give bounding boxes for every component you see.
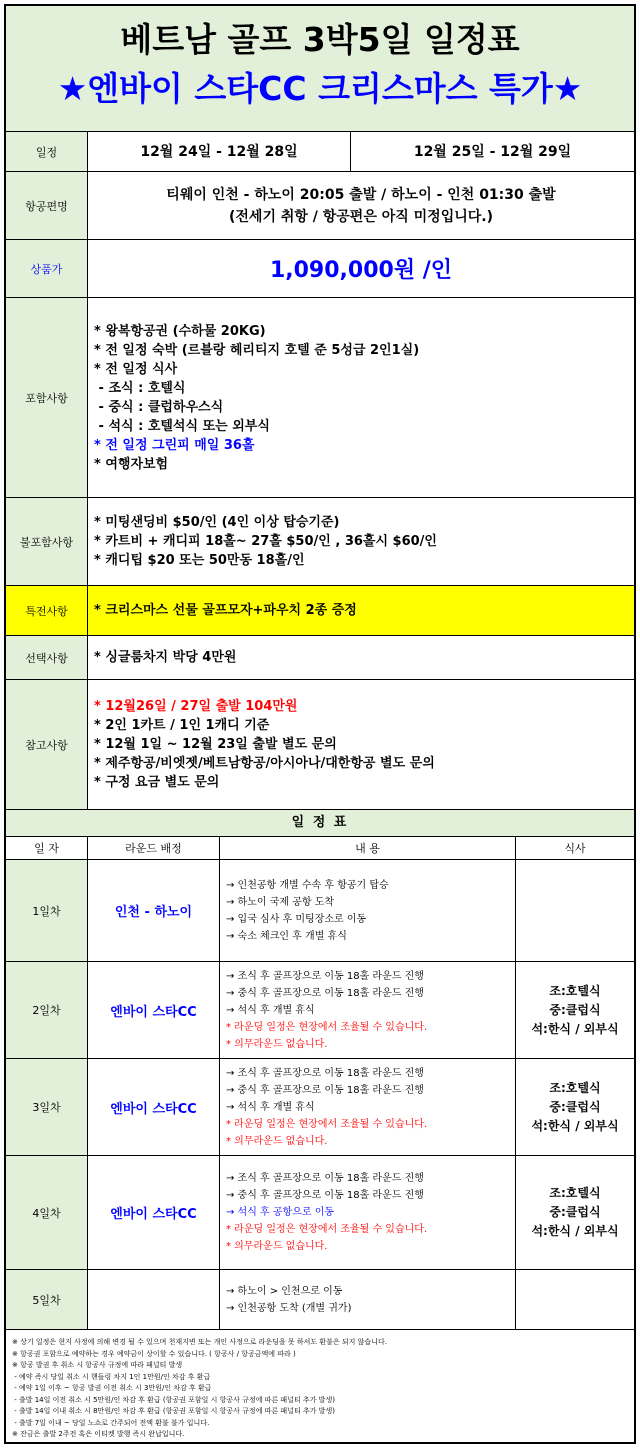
special-label: 특전사항 <box>6 586 88 635</box>
excluded-item: * 카트비 + 캐디피 18홀~ 27홀 $50/인 , 36홀시 $60/인 <box>94 534 437 549</box>
included-list <box>88 298 634 497</box>
page-title: 베트남 골프 3박5일 일정표 <box>120 20 520 59</box>
notes-row <box>6 680 634 810</box>
notes-item: * 구정 요금 별도 문의 <box>94 775 220 790</box>
schedule-note: * 의무라운드 없습니다. <box>226 1135 328 1147</box>
schedule-meal <box>516 1270 634 1329</box>
schedule-line: → 조식 후 골프장으로 이동 18홀 라운드 진행 <box>226 1067 424 1079</box>
footnote: - 출발 7일 이내 ~ 당일 노쇼로 간주되어 전액 환불 불가 입니다. <box>12 1418 210 1427</box>
schedule-note: * 라운딩 일정은 현장에서 조율될 수 있습니다. <box>226 1021 428 1033</box>
schedule-detail <box>220 1059 516 1155</box>
schedule-line: → 조식 후 골프장으로 이동 18홀 라운드 진행 <box>226 1173 424 1184</box>
dates-label: 일정 <box>6 132 88 171</box>
schedule-line: → 조식 후 골프장으로 이동 18홀 라운드 진행 <box>226 970 424 982</box>
schedule-line: → 석식 후 개별 휴식 <box>226 1004 315 1016</box>
schedule-day: 3일차 <box>6 1059 88 1155</box>
schedule-line: → 중식 후 골프장으로 이동 18홀 라운드 진행 <box>226 1084 424 1096</box>
meal-breakfast: 조:호텔식 <box>549 1186 601 1200</box>
schedule-day: 5일차 <box>6 1270 88 1329</box>
schedule-row-day5 <box>6 1270 634 1330</box>
included-item: - 중식 : 클럽하우스식 <box>94 399 224 415</box>
schedule-header-content: 내 용 <box>220 837 516 859</box>
footnotes <box>6 1330 634 1441</box>
footnote: - 예약 즉시 당일 취소 시 핸들링 차지 1인 1만원/인 차감 후 환급 <box>12 1372 211 1381</box>
price-row <box>6 240 634 298</box>
flight-line-2: (전세기 취항 / 항공편은 아직 미정입니다.) <box>229 208 493 225</box>
schedule-row-day1 <box>6 860 634 962</box>
included-item: * 왕복항공권 (수하물 20KG) <box>94 323 266 339</box>
meal-lunch: 중:클럽식 <box>549 1099 601 1114</box>
schedule-line: → 인천공항 개별 수속 후 항공기 탑승 <box>226 879 389 891</box>
notes-item-price: * 12월26일 / 27일 출발 104만원 <box>94 699 298 714</box>
included-item: * 전 일정 숙박 (르블랑 헤리티지 호텔 준 5성급 2인1실) <box>94 342 420 358</box>
schedule-round: 엔바이 스타CC <box>88 1156 220 1269</box>
meal-breakfast: 조:호텔식 <box>549 1080 601 1095</box>
included-item: - 석식 : 호텔석식 또는 외부식 <box>94 418 270 434</box>
schedule-line: → 입국 심사 후 미팅장소로 이동 <box>226 913 367 925</box>
schedule-round: 인천 - 하노이 <box>88 860 220 961</box>
schedule-line: → 숙소 체크인 후 개별 휴식 <box>226 930 347 942</box>
schedule-title: 일 정 표 <box>6 810 634 837</box>
excluded-item: * 미팅샌딩비 $50/인 (4인 이상 탑승기준) <box>94 515 340 530</box>
notes-list <box>88 680 634 809</box>
schedule-day: 2일차 <box>6 962 88 1058</box>
meal-lunch: 중:클럽식 <box>549 1002 601 1017</box>
footnote: ※ 항공 발권 후 취소 시 항공사 규정에 따라 패널티 발생 <box>12 1361 183 1369</box>
flight-label: 항공편명 <box>6 172 88 239</box>
footnote: ※ 항공권 포함으로 예약하는 경우 예약금이 상이할 수 있습니다. ( 항공사 / 항공금액에 따라 ) <box>12 1349 296 1358</box>
schedule-row-day2 <box>6 962 634 1059</box>
dates-row <box>6 132 634 172</box>
schedule-note: * 라운딩 일정은 현장에서 조율될 수 있습니다. <box>226 1224 428 1235</box>
footnote: - 출발 14일 이전 취소 시 5만원/인 차감 후 환급 (항공권 포함일 시 항공사 규정에 따른 패널티 추가 발생) <box>12 1395 335 1404</box>
optional-row <box>6 636 634 680</box>
schedule-note: * 의무라운드 없습니다. <box>226 1241 328 1252</box>
date-option-1: 12월 24일 - 12월 28일 <box>88 132 351 171</box>
schedule-round <box>88 1270 220 1329</box>
schedule-header-meal: 식사 <box>564 842 586 855</box>
price-label: 상품가 <box>6 240 88 297</box>
included-label: 포함사항 <box>6 298 88 497</box>
schedule-day: 1일차 <box>6 860 88 961</box>
footnote: ※ 잔금은 출발 2주전 혹은 이티켓 발행 즉시 완납입니다. <box>12 1430 185 1438</box>
included-item-greenfee: * 전 일정 그린피 매일 36홀 <box>94 437 255 453</box>
excluded-row <box>6 498 634 586</box>
excluded-item: * 캐디팁 $20 또는 50만동 18홀/인 <box>94 553 305 568</box>
schedule-detail <box>220 1156 516 1269</box>
excluded-list <box>88 498 634 585</box>
schedule-round: 엔바이 스타CC <box>88 962 220 1058</box>
meal-dinner: 석:한식 / 외부식 <box>531 1021 619 1036</box>
meal-lunch: 중:클럽식 <box>549 1205 601 1219</box>
date-option-2: 12월 25일 - 12월 29일 <box>413 143 572 160</box>
schedule-header-round: 라운드 배정 <box>88 837 220 859</box>
schedule-row-day4 <box>6 1156 634 1270</box>
schedule-line: → 석식 후 개별 휴식 <box>226 1101 315 1113</box>
schedule-line-airport: → 석식 후 공항으로 이동 <box>226 1207 335 1218</box>
schedule-meal <box>516 1156 634 1269</box>
footnote: - 예약 1일 이후 ~ 항공 발권 이전 취소 시 3만원/인 차감 후 환급 <box>12 1384 212 1392</box>
schedule-header <box>6 837 634 860</box>
schedule-note: * 의무라운드 없습니다. <box>226 1038 328 1050</box>
flight-line-1: 티웨이 인천 - 하노이 20:05 출발 / 하노이 - 인천 01:30 출발 <box>166 186 556 203</box>
schedule-meal <box>516 962 634 1058</box>
price-value: 1,090,000원 /인 <box>269 258 453 283</box>
meal-dinner: 석:한식 / 외부식 <box>531 1224 619 1238</box>
optional-text: * 싱글룸차지 박당 4만원 <box>94 650 237 665</box>
included-item: - 조식 : 호텔식 <box>94 380 186 396</box>
schedule-day: 4일차 <box>6 1156 88 1269</box>
included-item: * 여행자보험 <box>94 456 169 472</box>
schedule-line: → 하노이 국제 공항 도착 <box>226 896 335 908</box>
footnote: ※ 상기 일정은 현지 사정에 의해 변경 될 수 있으며 천재지변 또는 개인 사정으로 라운딩을 못 하셔도 환불은 되지 않습니다. <box>12 1338 387 1346</box>
flight-row <box>6 172 634 240</box>
title-block <box>6 6 634 132</box>
schedule-detail <box>220 1270 516 1329</box>
schedule-meal <box>516 860 634 961</box>
schedule-meal <box>516 1059 634 1155</box>
schedule-line: → 중식 후 골프장으로 이동 18홀 라운드 진행 <box>226 987 424 999</box>
page-subtitle: ★엔바이 스타CC 크리스마스 특가★ <box>57 69 583 108</box>
notes-item: * 제주항공/비엣젯/베트남항공/아시아나/대한항공 별도 문의 <box>94 756 435 771</box>
schedule-line: → 인천공항 도착 (개별 귀가) <box>226 1302 352 1314</box>
notes-item: * 12월 1일 ~ 12월 23일 출발 별도 문의 <box>94 737 337 752</box>
itinerary-sheet <box>4 4 636 1444</box>
optional-label: 선택사항 <box>6 636 88 679</box>
special-row <box>6 586 634 636</box>
excluded-label: 불포함사항 <box>6 498 88 585</box>
schedule-round: 엔바이 스타CC <box>88 1059 220 1155</box>
included-item: * 전 일정 식사 <box>94 361 178 377</box>
notes-item: * 2인 1카트 / 1인 1캐디 기준 <box>94 718 270 733</box>
meal-breakfast: 조:호텔식 <box>549 983 601 998</box>
schedule-header-day: 일 자 <box>6 837 88 859</box>
footnote: - 출발 14일 이내 취소 시 8만원/인 차감 후 환급 (항공권 포함일 시 항공사 규정에 따른 패널티 추가 발생) <box>12 1407 335 1415</box>
schedule-note: * 라운딩 일정은 현장에서 조율될 수 있습니다. <box>226 1118 428 1130</box>
schedule-detail <box>220 860 516 961</box>
schedule-line: → 중식 후 골프장으로 이동 18홀 라운드 진행 <box>226 1190 424 1201</box>
schedule-row-day3 <box>6 1059 634 1156</box>
notes-label: 참고사항 <box>6 680 88 809</box>
schedule-detail <box>220 962 516 1058</box>
meal-dinner: 석:한식 / 외부식 <box>531 1118 619 1133</box>
schedule-line: → 하노이 > 인천으로 이동 <box>226 1285 343 1297</box>
included-row <box>6 298 634 498</box>
special-text: * 크리스마스 선물 골프모자+파우치 2종 증정 <box>94 603 357 618</box>
